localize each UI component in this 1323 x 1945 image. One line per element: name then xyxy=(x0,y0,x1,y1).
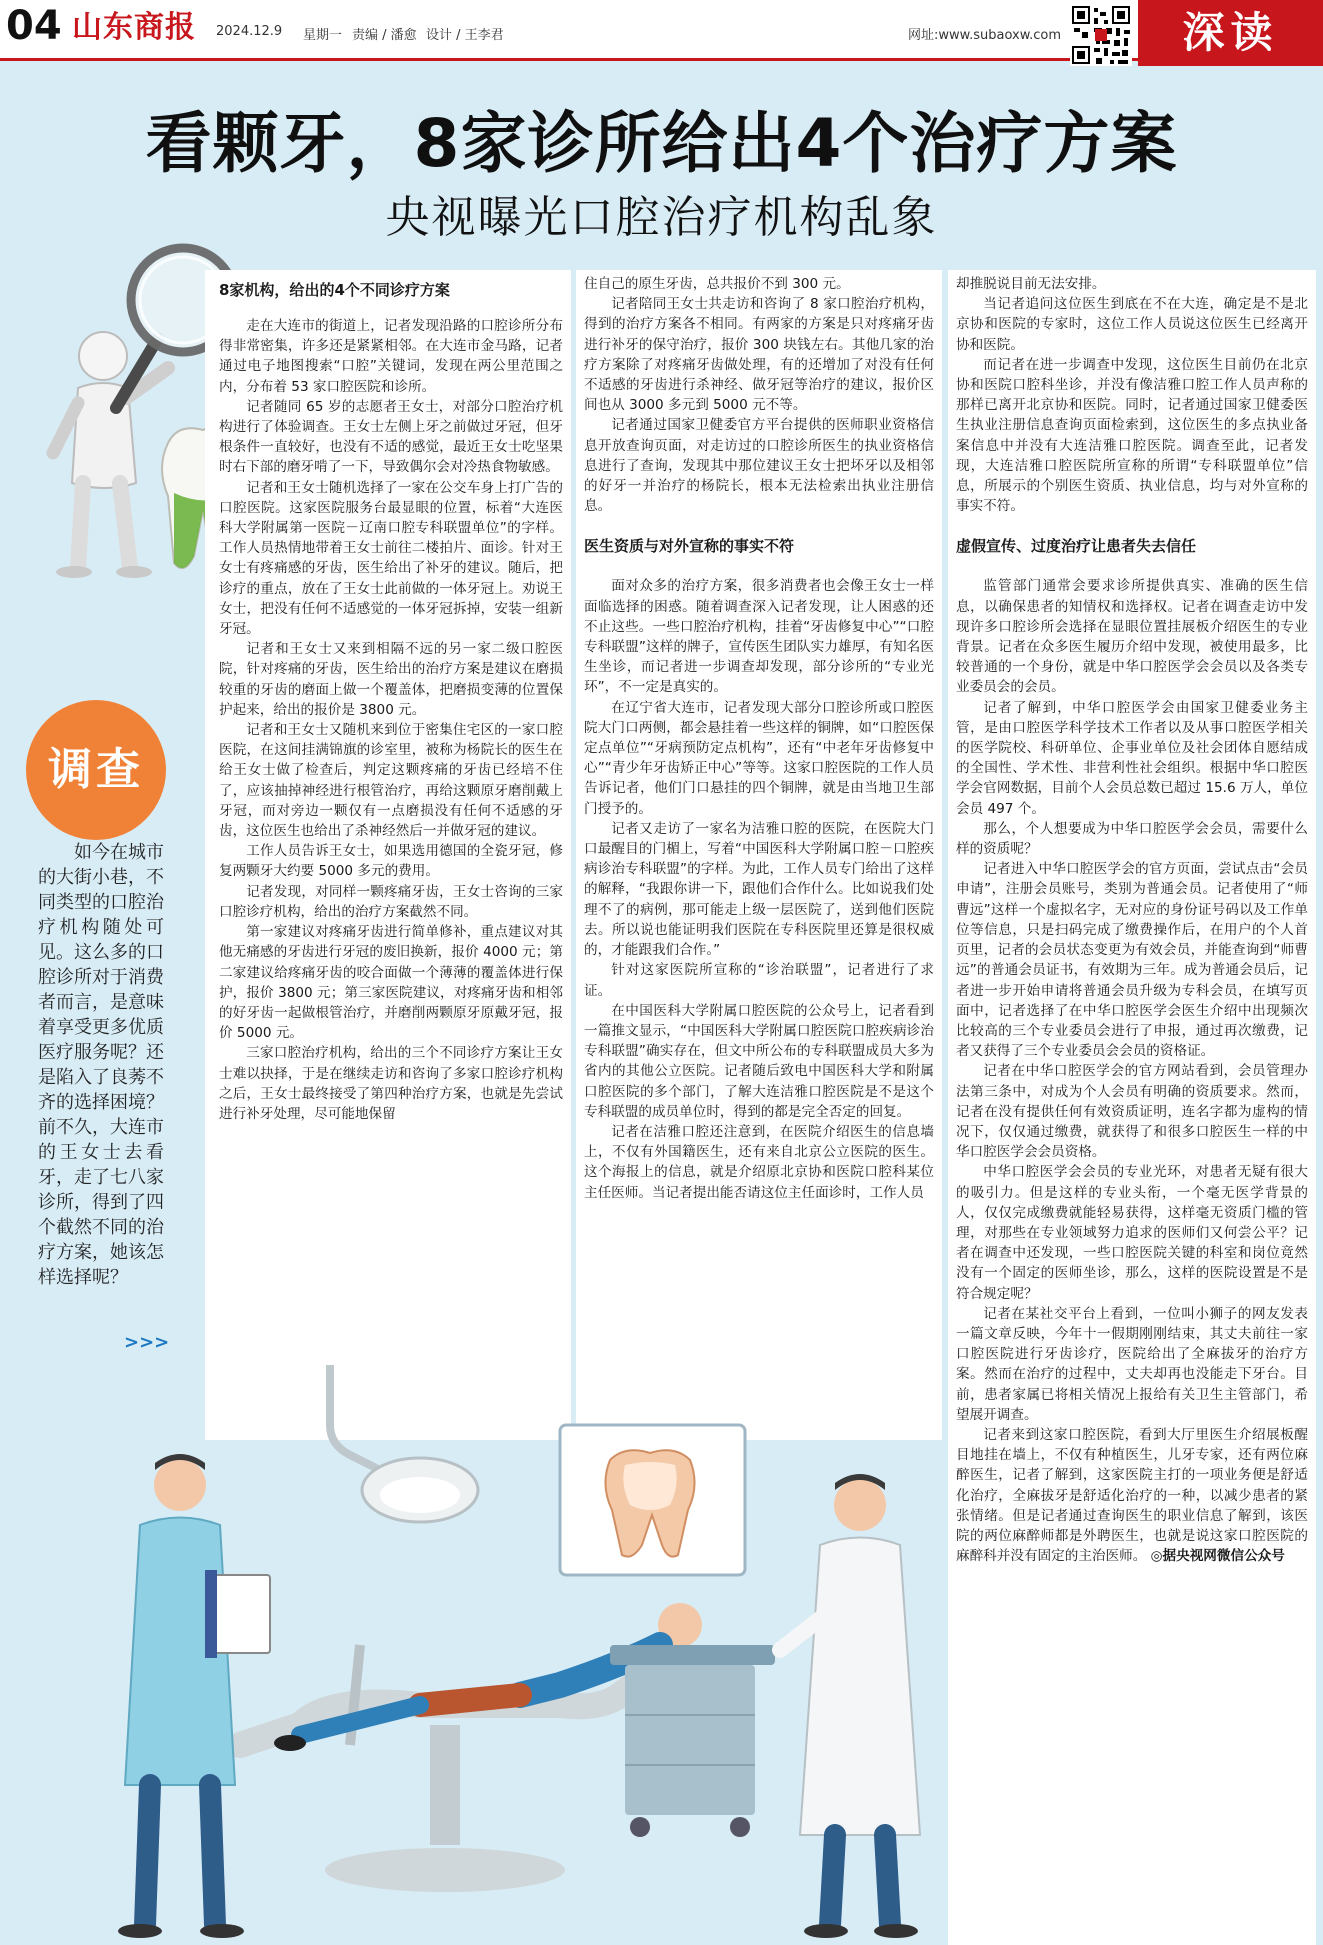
article-column-3 xyxy=(948,270,1316,1945)
paragraph: 记者了解到，中华口腔医学会由国家卫健委业务主管，是由口腔医学科学技术工作者以及从事口腔医学相关的医学院校、科研单位、企事业单位及社会团体自愿结成的全国性、学术性、非营利性社会组织。根据中华口腔医学会官网数据，目前个人会员总数已超过 15.6 万人，单位会员 497 个。 xyxy=(956,699,1308,817)
sidebar-intro-text: 如今在城市的大街小巷，不同类型的口腔治疗机构随处可见。这么多的口腔诊所对于消费者而言，是意味着享受更多优质医疗服务呢？还是陷入了良莠不齐的选择困境？前不久，大连市的王女士去看牙，走了七八家诊所，得到了四个截然不同的治疗方案，她该怎样选择呢？ xyxy=(38,842,164,1288)
paragraph: 在中国医科大学附属口腔医院的公众号上，记者看到一篇推文显示，“中国医科大学附属口腔医院口腔疾病诊治专科联盟”确实存在，但文中所公布的专科联盟成员大多为省内的其他公立医院。记者随后致电中国医科大学和附属口腔医院的多个部门，了解大连洁雅口腔医院是不是这个专科联盟的成员单位时，得到的都是完全否定的回复。 xyxy=(584,1002,934,1120)
paragraph: 记者随同 65 岁的志愿者王女士，对部分口腔治疗机构进行了体验调查。王女士左侧上牙之前做过牙冠，但牙根条件一直较好，也没有不适的感觉，最近王女士吃坚果时右下部的磨牙啃了一下，导致偶尔会对冷热食物敏感。 xyxy=(219,398,563,476)
instrument-cart-icon xyxy=(610,1645,775,1837)
paragraph: 当记者追问这位医生到底在不在大连，确定是不是北京协和医院的专家时，这位工作人员说这位医生已经离开协和医院。 xyxy=(956,296,1308,353)
paragraph: 记者通过国家卫健委官方平台提供的医师职业资格信息开放查询页面，对走访过的口腔诊所医生的执业资格信息进行了查询，发现其中那位建议王女士把坏牙以及相邻的好牙一并治疗的杨院长，根本无法检索出执业注册信息。 xyxy=(584,417,934,515)
paragraph: 记者进入中华口腔医学会的官方页面，尝试点击“会员申请”，注册会员账号，类别为普通会员。记者使用了“师曹远”这样一个虚拟名字，无对应的身份证号码以及工作单位等信息，只是扫码完成了缴费操作后，在用户的个人首页里，记者的会员状态变更为有效会员，并能查询到“师曹远”的普通会员证书，有效期为三年。成为普通会员后，记者进一步开始申请将普通会员升级为专科会员，在填写页面中，记者选择了在中华口腔医学会医生介绍中出现频次比较高的三个专业委员会进行了申报，通过再次缴费，记者又获得了三个专业委员会会员的资格证。 xyxy=(956,861,1308,1060)
paragraph: 却推脱说目前无法安排。 xyxy=(956,276,1106,292)
article-column-2 xyxy=(576,270,942,1440)
paragraph: 而记者在进一步调查中发现，这位医生目前仍在北京协和医院口腔科坐诊，并没有像洁雅口腔工作人员声称的那样已离开北京协和医院。同时，记者通过国家卫健委医生执业注册信息查询页面检索到，这位医生的多点执业备案信息中并没有大连洁雅口腔医院。调查至此，记者发现，大连洁雅口腔医院所宣称的所谓“专科联盟单位”信息，所展示的个别医生资质、执业信息，均与对外宣称的事实不符。 xyxy=(956,356,1308,515)
paragraph: 记者又走访了一家名为洁雅口腔的医院，在医院大门口最醒目的门楣上，写着“中国医科大学附属口腔－口腔疾病诊治专科联盟”的字样。为此，工作人员专门给出了这样的解释，“我跟你讲一下，跟他们合作什么。比如说我们处理不了的病例，那可能走上级一层医院了，送到他们医院去。所以说也能证明我们医院在专科医院里还算是很权威的，才能跟我们合作。” xyxy=(584,820,934,959)
paragraph: 记者陪同王女士共走访和咨询了 8 家口腔治疗机构，得到的治疗方案各不相同。有两家的方案是只对疼痛牙齿进行补牙的保守治疗，报价 300 块钱左右。其他几家的治疗方案除了对疼痛牙齿做处理，有的还增加了对没有任何不适感的牙齿进行杀神经、做牙冠等治疗的建议，报价区间也从 3000 多元到 5000 元不等。 xyxy=(584,296,934,414)
publication-date: 2024.12.9 xyxy=(216,24,283,39)
paragraph: 在辽宁省大连市，记者发现大部分口腔诊所或口腔医院大门口两侧，都会悬挂着一些这样的铜牌，如“口腔医保定点单位”“牙病预防定点机构”，还有“中老年牙齿修复中心”“青少年牙齿矫正中心”等等。这家口腔医院的工作人员告诉记者，他们门口悬挂的四个铜牌，就是由当地卫生部门授予的。 xyxy=(584,699,934,817)
paragraph: 第一家建议对疼痛牙齿进行简单修补，重点建议对其他无痛感的牙齿进行牙冠的废旧换新，报价 4000 元；第二家建议给疼痛牙齿的咬合面做一个薄薄的覆盖体进行保护，报价 3800 元；第三家医院建议，对疼痛牙齿和相邻的好牙齿一起做根管治疗，并磨削两颗原牙原戴牙冠，报价 5000 元。 xyxy=(219,924,563,1042)
page-number: 04 xyxy=(6,3,62,49)
newspaper-name: 山东商报 xyxy=(72,10,196,45)
article-column-1 xyxy=(205,270,571,1440)
tooth-chart-icon xyxy=(560,1425,745,1575)
paragraph: 面对众多的治疗方案，很多消费者也会像王女士一样面临选择的困惑。随着调查深入记者发现，让人困惑的还不止这些。一些口腔治疗机构，挂着“牙齿修复中心”“口腔专科联盟”这样的牌子，宣传医生团队实力雄厚，有知名医生坐诊，而记者进一步调查却发现，部分诊所的“专业光环”，不一定是真实的。 xyxy=(584,578,934,696)
paragraph: 工作人员告诉王女士，如果选用德国的全瓷牙冠，修复两颗牙大约要 5000 多元的费用。 xyxy=(219,843,563,880)
website-url[interactable]: 网址:www.subaoxw.com xyxy=(908,28,1062,43)
paragraph: 记者在某社交平台上看到，一位叫小狮子的网友发表一篇文章反映，今年十一假期刚刚结束，其丈夫前往一家口腔医院进行牙齿诊疗，医院给出了全麻拔牙的治疗方案。然而在治疗的过程中，丈夫却再也没能走下牙台。目前，患者家属已将相关情况上报给有关卫生主管部门，希望展开调查。 xyxy=(956,1305,1308,1423)
dental-lamp-icon xyxy=(330,1365,478,1522)
section-tag: 深读 xyxy=(1138,0,1323,66)
paragraph: 记者和王女士随机选择了一家在公交车身上打广告的口腔医院。这家医院服务台最显眼的位置，标着“大连医科大学附属第一医院－辽南口腔专科联盟单位”的字样。工作人员热情地带着王女士前往二楼拍片、面诊。针对王女士有疼痛感的牙齿，医生给出了补牙的建议。随后，把诊疗的重点，放在了王女士此前做的一体牙冠上。劝说王女士，把没有任何不适感觉的一体牙冠拆掉，安装一组新牙冠。 xyxy=(219,479,563,638)
section-heading-1: 8家机构，给出的4个不同诊疗方案 xyxy=(219,281,450,299)
dental-clinic-illustration xyxy=(0,1365,960,1945)
paragraph: 针对这家医院所宣称的“诊治联盟”，记者进行了求证。 xyxy=(584,962,934,999)
paragraph: 记者和王女士又来到相隔不远的另一家二级口腔医院，针对疼痛的牙齿，医生给出的治疗方案是建议在磨损较重的牙齿的磨面上做一个覆盖体，把磨损变薄的位置保护起来，给出的报价是 3800 元。 xyxy=(219,641,563,718)
section-heading-3: 虚假宣传、过度治疗让患者失去信任 xyxy=(956,537,1197,556)
dentist-figure-icon xyxy=(118,1454,270,1938)
paragraph-with-credit xyxy=(956,1425,1308,1566)
design-credit: 设计 / 王李君 xyxy=(426,28,504,43)
dentist-figure-icon xyxy=(780,1474,920,1938)
source-credit: ◎据央视网微信公众号 xyxy=(1150,1548,1285,1565)
qr-code-icon[interactable] xyxy=(1070,4,1132,66)
paragraph: 记者在洁雅口腔还注意到，在医院介绍医生的信息墙上，不仅有外国籍医生，还有来自北京公立医院的医生。这个海报上的信息，就是介绍原北京协和医院口腔科某位主任医师。当记者提出能否请这位主任面诊时，工作人员 xyxy=(584,1123,934,1201)
continue-arrow: >>> xyxy=(124,1332,170,1353)
investigation-badge: 调查 xyxy=(26,700,166,840)
section-heading-2: 医生资质与对外宣称的事实不符 xyxy=(584,537,795,556)
masthead xyxy=(0,0,1323,61)
paragraph: 三家口腔治疗机构，给出的三个不同诊疗方案让王女士难以抉择，于是在继续走访和咨询了多家口腔诊疗机构之后，王女士最终接受了第四种治疗方案，也就是先尝试进行补牙处理，尽可能地保留 xyxy=(219,1045,563,1122)
main-headline: 看颗牙，8家诊所给出4个治疗方案 xyxy=(145,105,1178,182)
figure-icon xyxy=(53,332,168,578)
paragraph: 住自己的原生牙齿，总共报价不到 300 元。 xyxy=(584,276,850,292)
paragraph: 中华口腔医学会会员的专业光环，对患者无疑有很大的吸引力。但是这样的专业头衔，一个毫无医学背景的人，仅仅完成缴费就能轻易获得，这样毫无资质门槛的管理，对那些在专业领域努力追求的医师们又何尝公平？记者在调查中还发现，一些口腔医院关键的科室和岗位竟然没有一个固定的医师坐诊，那么，这样的医院设置是不是符合规定呢？ xyxy=(956,1164,1308,1302)
publication-weekday: 星期一 xyxy=(303,28,343,43)
paragraph: 走在大连市的街道上，记者发现沿路的口腔诊所分布得非常密集，许多还是紧紧相邻。在大连市金马路，记者通过电子地图搜索“口腔”关键词，发现在两公里范围之内，分布着 53 家口腔医院和诊所。 xyxy=(219,318,563,395)
paragraph: 记者在中华口腔医学会的官方网站看到，会员管理办法第三条中，对成为个人会员有明确的资质要求。然而，记者在没有提供任何有效资质证明，连名字都为虚构的情况下，仅仅通过缴费，就获得了和很多口腔医生一样的中华口腔医学会会员资格。 xyxy=(956,1063,1308,1161)
sub-headline: 央视曝光口腔治疗机构乱象 xyxy=(385,192,938,243)
editor-credit: 责编 / 潘愈 xyxy=(352,28,417,43)
paragraph-text: 记者来到这家口腔医院，看到大厅里医生介绍展板醒目地挂在墙上，不仅有种植医生，儿牙专家，还有两位麻醉医生，记者了解到，这家医院主打的一项业务便是舒适化治疗，全麻拔牙是舒适化治疗的一种，以减少患者的紧张情绪。但是记者通过查询医生的职业信息了解到，该医院的两位麻醉师都是外聘医生，也就是说这家口腔医院的麻醉科并没有固定的主治医师。 xyxy=(956,1426,1308,1565)
paragraph: 记者发现，对同样一颗疼痛牙齿，王女士咨询的三家口腔诊疗机构，给出的治疗方案截然不同。 xyxy=(219,883,563,920)
paragraph: 那么，个人想要成为中华口腔医学会会员，需要什么样的资质呢？ xyxy=(956,820,1308,858)
paragraph: 记者和王女士又随机来到位于密集住宅区的一家口腔医院，在这间挂满锦旗的诊室里，被称为杨院长的医生在给王女士做了检查后，判定这颗疼痛的牙齿已经培不住了，应该抽掉神经进行根管治疗，再给这颗原牙磨削戴上牙冠，而对旁边一颗仅有一点磨损没有任何不适感的牙齿，这位医生也给出了杀神经然后一并做牙冠的建议。 xyxy=(219,722,563,840)
paragraph: 监管部门通常会要求诊所提供真实、准确的医生信息，以确保患者的知情权和选择权。记者在调查走访中发现许多口腔诊所会选择在显眼位置挂展板介绍医生的专业背景。记者在众多医生履历介绍中发现，被使用最多，比较普通的一个身份，就是中华口腔医学会会员以及各类专业委员会的会员。 xyxy=(956,578,1308,696)
